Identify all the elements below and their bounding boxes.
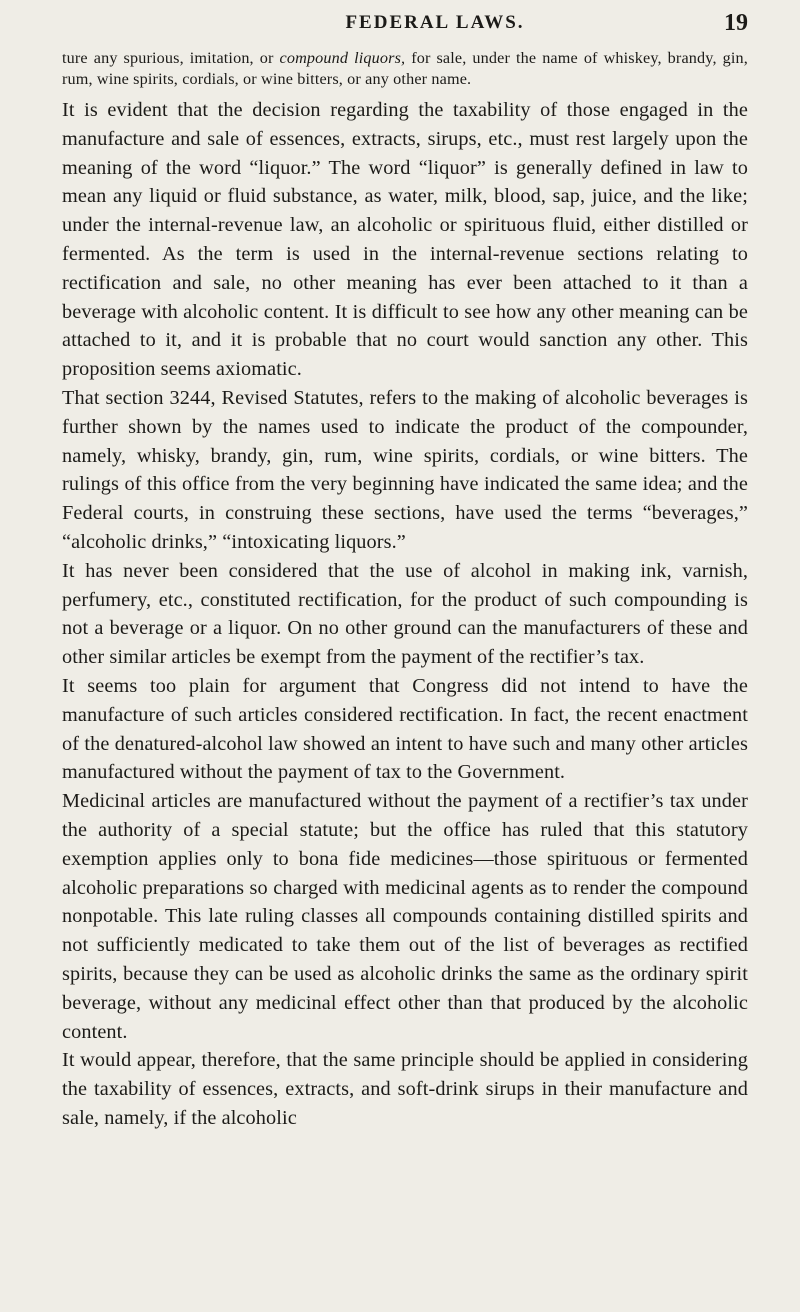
paragraph-liquor-meaning: It is evident that the decision regarding the taxability of those engaged in the manufacture and sale of essences, extracts, sirups, etc., must rest largely upon the meaning of the word “liquor.” The word “liquor” is generally defined in law to mean any liquid or fluid substance, as water, milk, blood, sap, juice, and the like; under the internal-revenue law, an alcoholic or spirituous fluid, either distilled or fermented. As the term is used in the internal-revenue sections relating to rectification and sale, no other meaning has ever been attached to it than a beverage with alcoholic content. It is difficult to see how any other meaning can be attached to it, and it is probable that no court would sanction any other. This proposition seems axiomatic. — [62, 99, 748, 381]
paragraph-congress-intent: It seems too plain for argument that Congress did not intend to have the manufacture of such articles considered rectification. In fact, the recent enactment of the denatured-alcohol law showed an intent to have such and many other articles manufactured without the payment of tax to the Government. — [62, 674, 748, 784]
quote-text-before: ture any spurious, imitation, or — [62, 49, 280, 67]
quoted-statute-continuation — [62, 48, 748, 90]
quote-text-after: for sale, under the name of whiskey, brandy, gin, rum, wine spirits, cordials, or wine bitters, or any other name. — [62, 49, 748, 88]
paragraph-medicinal-articles: Medicinal articles are manufactured without the payment of a rectifier’s tax under the authority of a special statute; but the office has ruled that this statutory exemption applies only to bona fide medicines—those spirituous or fermented alcoholic preparations so charged with medicinal agents as to render the compound nonpotable. This late ruling classes all compounds containing distilled spirits and not sufficiently medicated to take them out of the list of beverages as rectified spirits, because they can be used as alcoholic drinks the same as the ordinary spirit beverage, without any medicinal effect other than that produced by the alcoholic content. — [62, 790, 748, 1043]
running-head — [62, 8, 748, 48]
paragraph-ink-varnish: It has never been considered that the use of alcohol in making ink, varnish, perfumery, etc., constituted rectification, for the product of such compounding is not a beverage or a liquor. On no other ground can the manufacturers of these and other similar articles be exempt from the payment of the rectifier’s tax. — [62, 559, 748, 669]
page-number: 19 — [724, 10, 748, 36]
paragraph-conclusion: It would appear, therefore, that the same principle should be applied in considering the taxability of essences, extracts, and soft-drink sirups in their manufacture and sale, namely, if the alcoholic — [62, 1049, 748, 1129]
running-title: FEDERAL LAWS. — [345, 12, 525, 33]
quote-italic-text: compound liquors, — [279, 49, 406, 67]
paragraph-section-3244: That section 3244, Revised Statutes, refers to the making of alcoholic beverages is further shown by the names used to indicate the product of the compounder, namely, whisky, brandy, gin, rum, wine spirits, cordials, or wine bitters. The rulings of this office from the very beginning have indicated the same idea; and the Federal courts, in construing these sections, have used the terms “beverages,” “alcoholic drinks,” “intoxicating liquors.” — [62, 386, 748, 553]
